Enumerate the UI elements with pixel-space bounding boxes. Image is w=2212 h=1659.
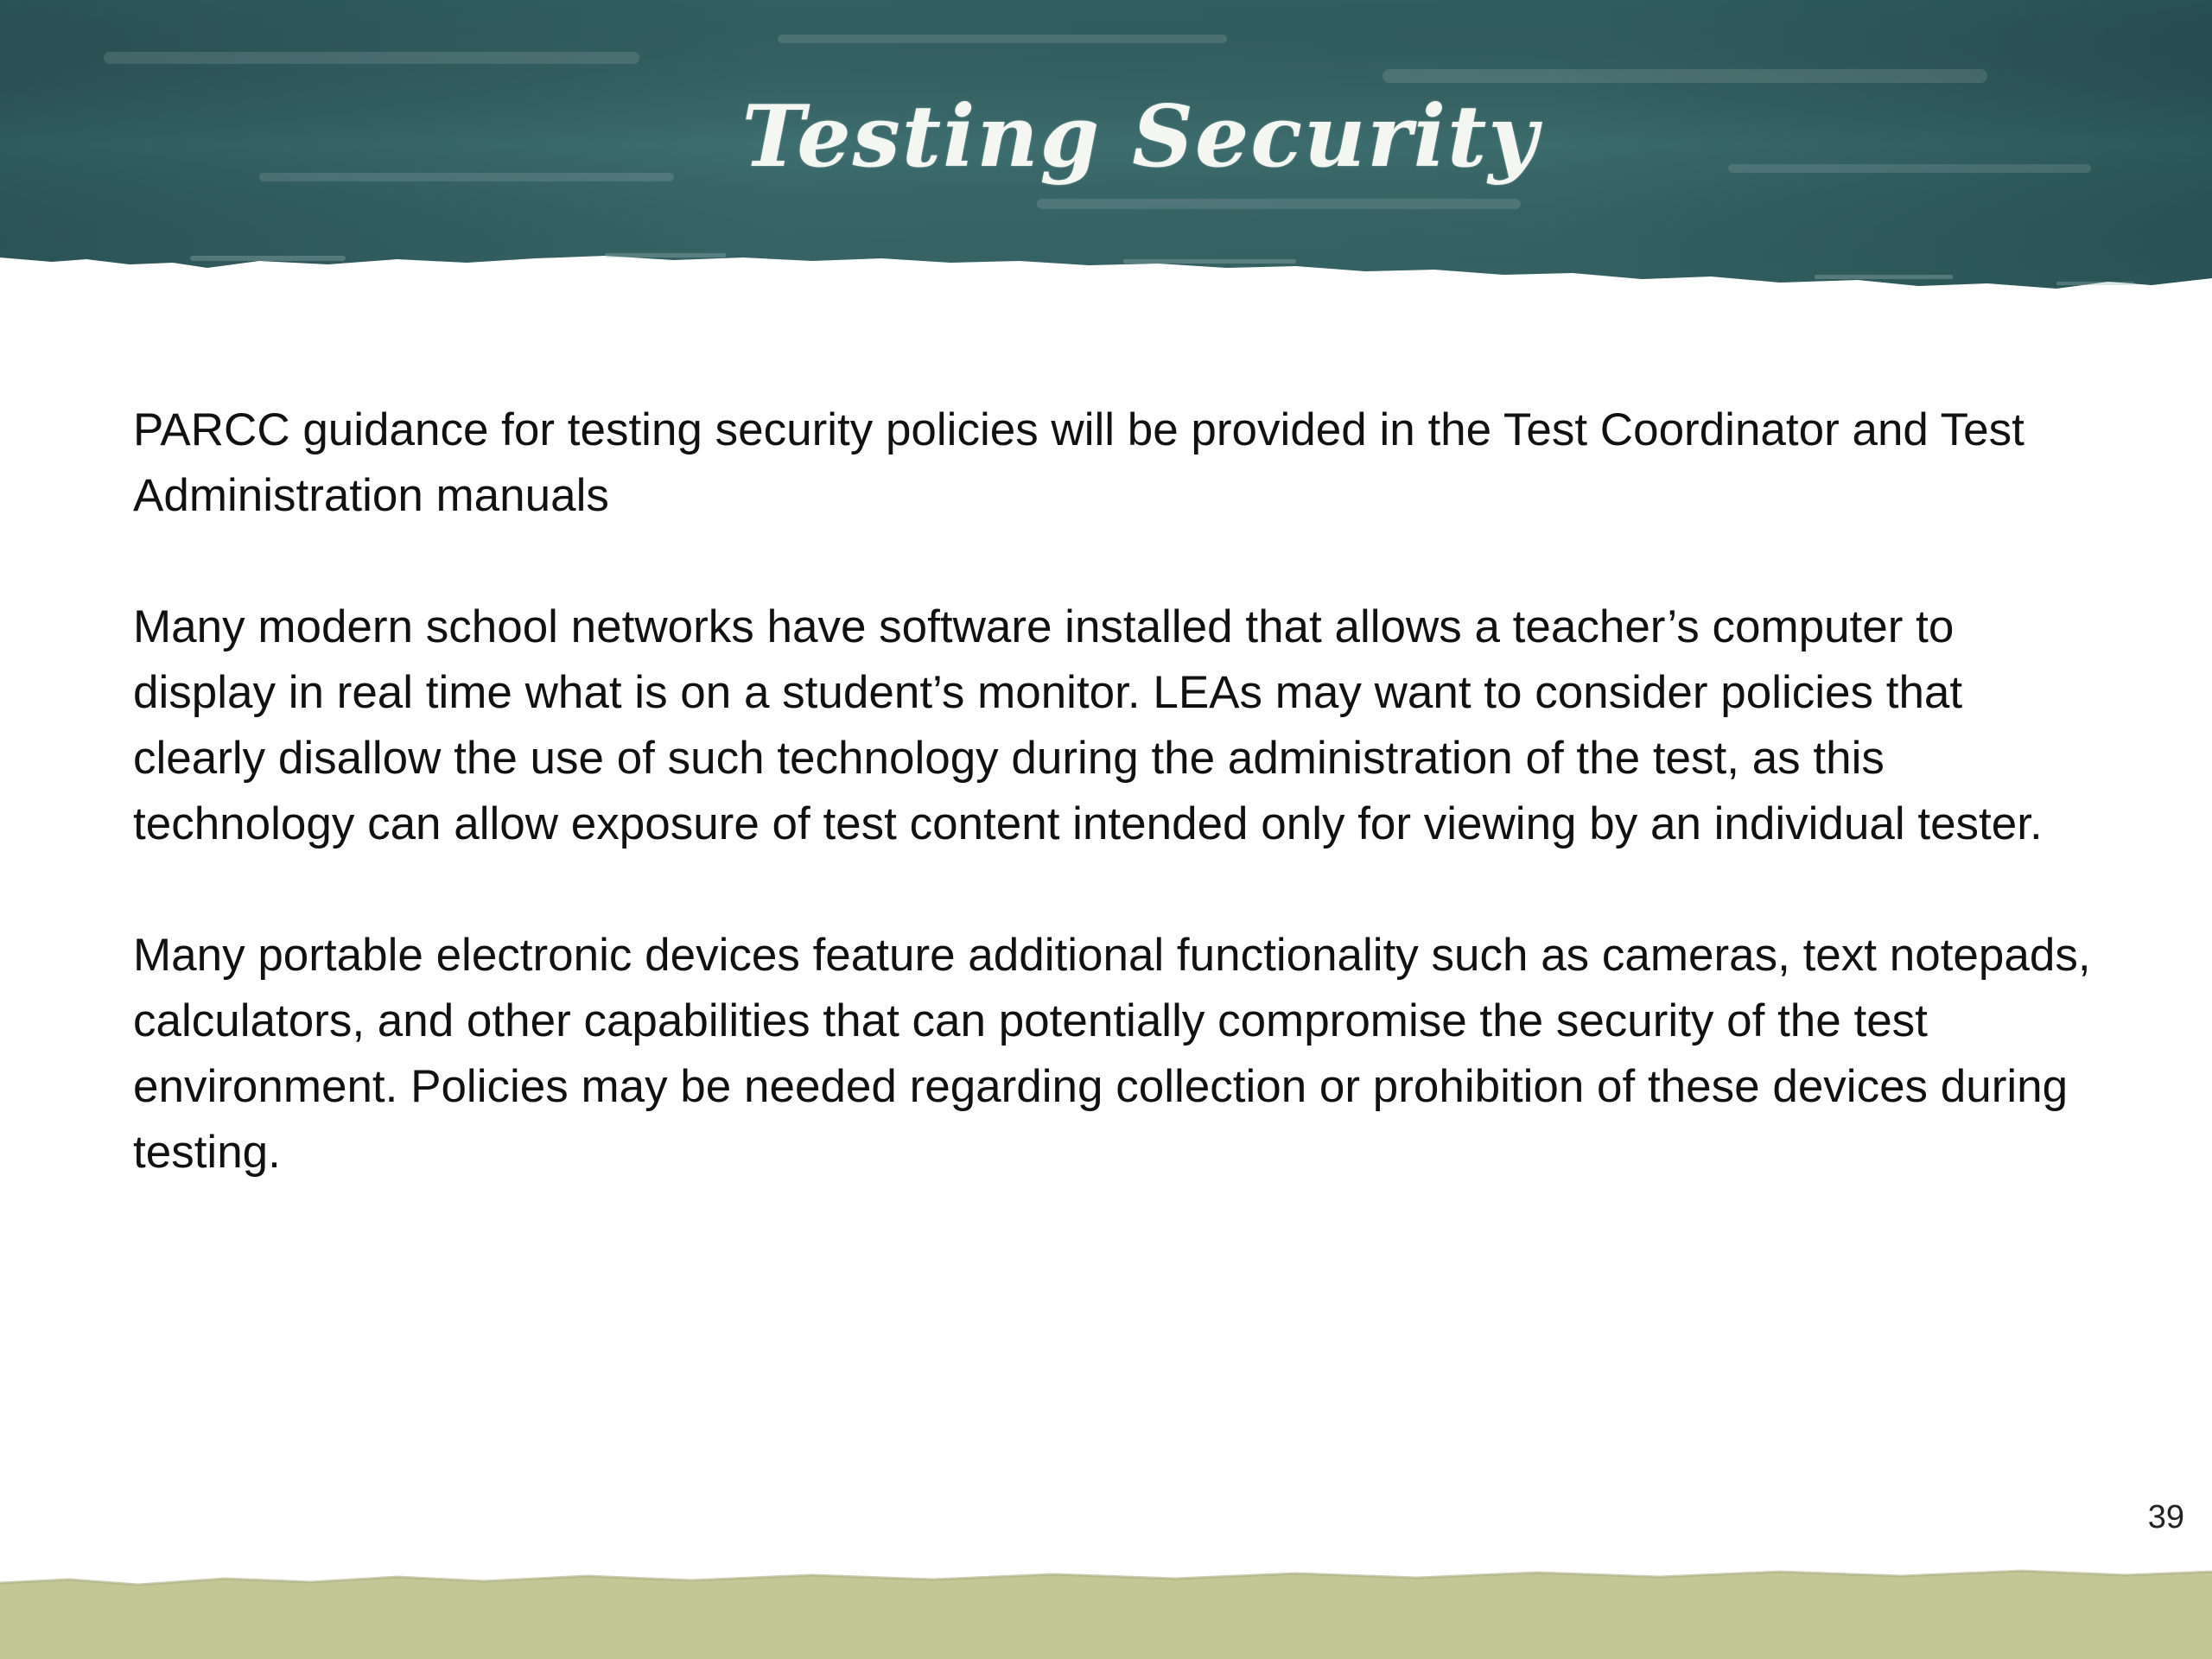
footer-band: [0, 1564, 2212, 1659]
paragraph-testing-guidance: PARCC guidance for testing security policies will be provided in the Test Coordinator and Test Administration manuals: [133, 404, 2024, 521]
page-number: 39: [2147, 1499, 2184, 1535]
slide-body: [133, 397, 2103, 1251]
footer-texture: [0, 1564, 2212, 1659]
paragraph-monitoring-software: Many modern school networks have software installed that allows a teacher’s computer to display in real time what is on a student’s monitor. LEAs may want to consider policies that clearly disallow the use of such technology during the administration of the test, as this technology can allow exposure of test content intended only for viewing by an individual tester.: [133, 601, 2043, 849]
paragraph-portable-devices: Many portable electronic devices feature additional functionality such as cameras, text notepads, calculators, and other capabilities that can potentially compromise the security of the test environment. Policies may be needed regarding collection or prohibition of these devices during testing.: [133, 930, 2091, 1178]
slide-title: Testing Security: [741, 87, 1540, 187]
